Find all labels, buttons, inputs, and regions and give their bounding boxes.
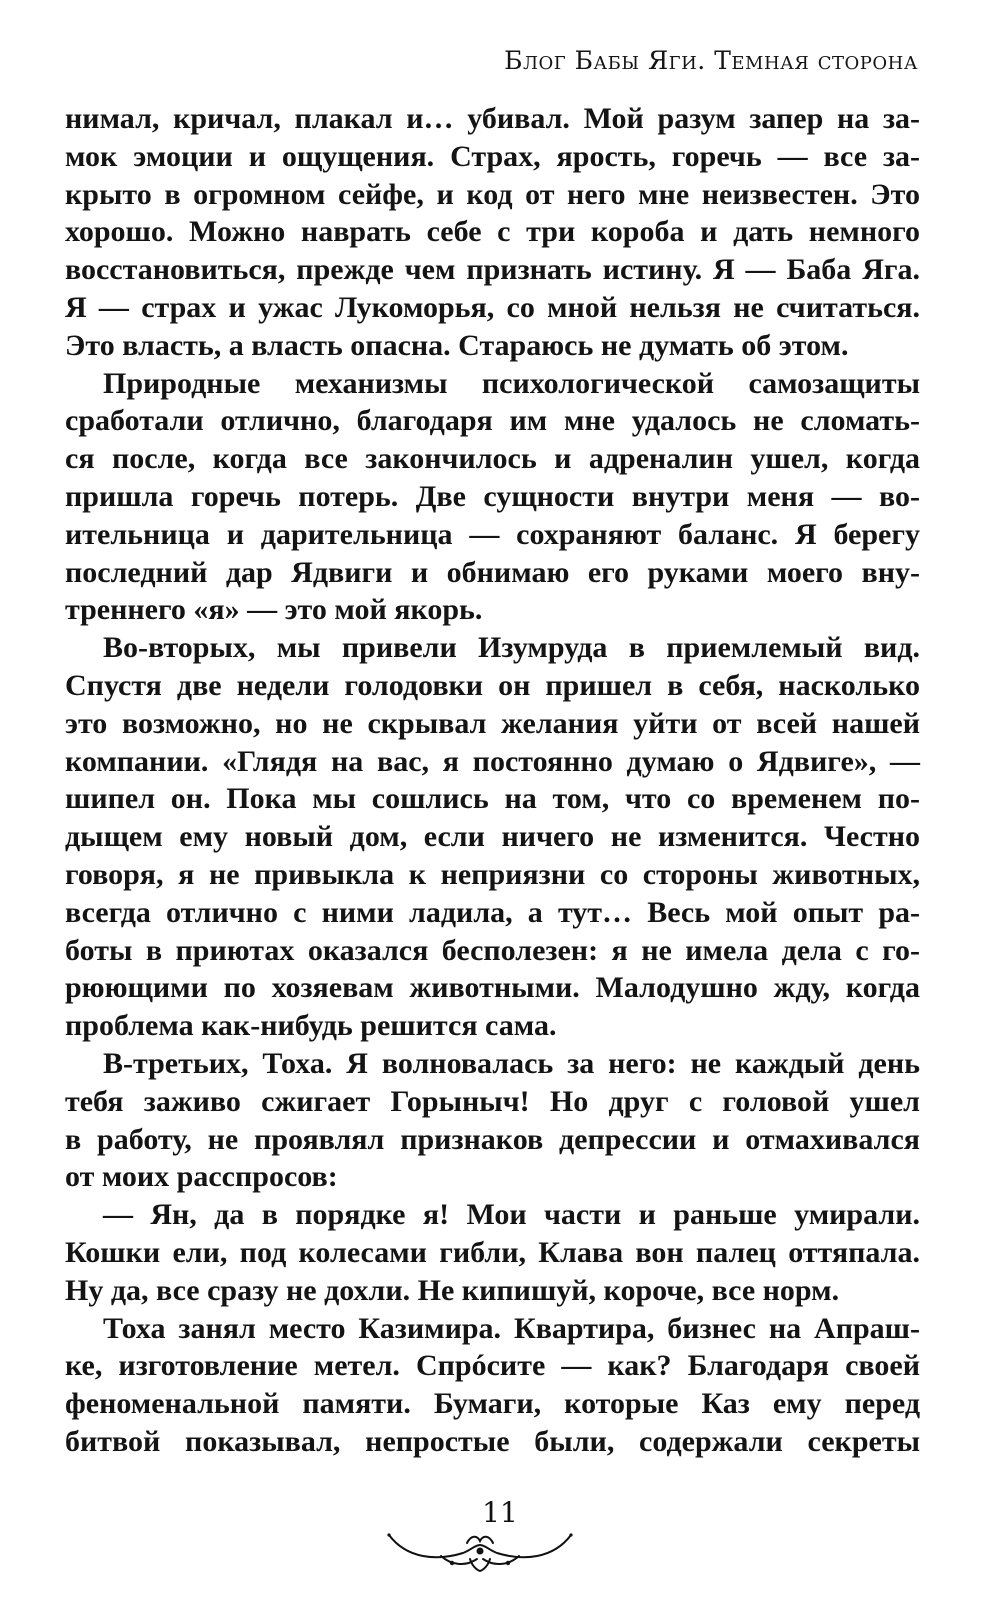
text-line: от моих расспросов: [65, 1160, 338, 1194]
text-line: тебя заживо сжигает Горыныч! Но друг с головой ушел [65, 1084, 920, 1118]
text-line: нимал, кричал, плакал и… убивал. Мой разум запер на за- [65, 102, 920, 135]
text-line: последний дар Ядвиги и обнимаю его руками моего вну- [65, 555, 920, 589]
text-line: треннего «я» — это мой якорь. [65, 593, 483, 627]
text-line: Природные механизмы психологической самозащиты [103, 366, 920, 400]
text-line: битвой показывал, непростые были, содержали секреты [65, 1424, 920, 1458]
text-line: шипел он. Пока мы сошлись на том, что со временем по- [65, 782, 920, 816]
text-line: Тоха занял место Казимира. Квартира, бизнес на Апраш- [103, 1311, 920, 1345]
text-line: ке, изготовление метел. Спрóсите — как? Благодаря своей [65, 1349, 920, 1383]
body-text [65, 100, 920, 1461]
text-line: рюющими по хозяевам животными. Малодушно жду, когда [65, 971, 920, 1005]
text-line: всегда отлично с ними ладила, а тут… Весь мой опыт ра- [65, 895, 920, 929]
text-line: дыщем ему новый дом, если ничего не изменится. Честно [65, 820, 920, 854]
text-line: В-третьих, Тоха. Я волновалась за него: не каждый день [103, 1046, 920, 1080]
text-line: феноменальной памяти. Бумаги, которые Каз ему перед [65, 1387, 920, 1421]
running-head: Блог Бабы Яги. Темная сторона [504, 46, 918, 75]
text-line: это возможно, но не скрывал желания уйти от всей нашей [65, 706, 920, 740]
text-line: проблема как-нибудь решится сама. [65, 1009, 557, 1043]
text-line: Это власть, а власть опасна. Стараюсь не думать об этом. [65, 328, 849, 362]
text-line: компании. «Глядя на вас, я постоянно думаю о Ядвиге», — [65, 744, 920, 778]
text-line: хорошо. Можно наврать себе с три короба и дать немного [65, 215, 920, 249]
text-line: — Ян, да в порядке я! Мои части и раньше умирали. [103, 1198, 920, 1232]
text-line: ся после, когда все закончилось и адреналин ушел, когда [65, 442, 920, 476]
text-line: сработали отлично, благодаря им мне удалось не сломать- [65, 404, 920, 438]
text-line: боты в приютах оказался бесполезен: я не имела дела с го- [65, 933, 920, 967]
text-line: мок эмоции и ощущения. Страх, ярость, горечь — все за- [65, 139, 920, 173]
text-line: Я — страх и ужас Лукоморья, со мной нельзя не считаться. [65, 290, 920, 324]
text-line: Кошки ели, под колесами гибли, Клава вон палец оттяпала. [65, 1235, 920, 1269]
text-line: в работу, не проявлял признаков депрессии и отмахивался [65, 1122, 920, 1156]
text-line: крыто в огромном сейфе, и код от него мне неизвестен. Это [65, 177, 920, 211]
text-line: говоря, я не привыкла к неприязни со стороны животных, [65, 857, 920, 891]
text-line: ительница и дарительница — сохраняют баланс. Я берегу [65, 517, 920, 551]
flourish-ornament-icon [385, 1525, 575, 1580]
text-line: Ну да, все сразу не дохли. Не кипишуй, короче, все норм. [65, 1273, 840, 1307]
text-line: Спустя две недели голодовки он пришел в себя, насколько [65, 668, 920, 702]
text-line: Во-вторых, мы привели Изумруда в приемлемый вид. [103, 631, 920, 665]
text-line: восстановиться, прежде чем признать истину. Я — Баба Яга. [65, 253, 920, 287]
page-number: 11 [482, 1496, 518, 1529]
text-line: пришла горечь потерь. Две сущности внутри меня — во- [65, 479, 920, 513]
